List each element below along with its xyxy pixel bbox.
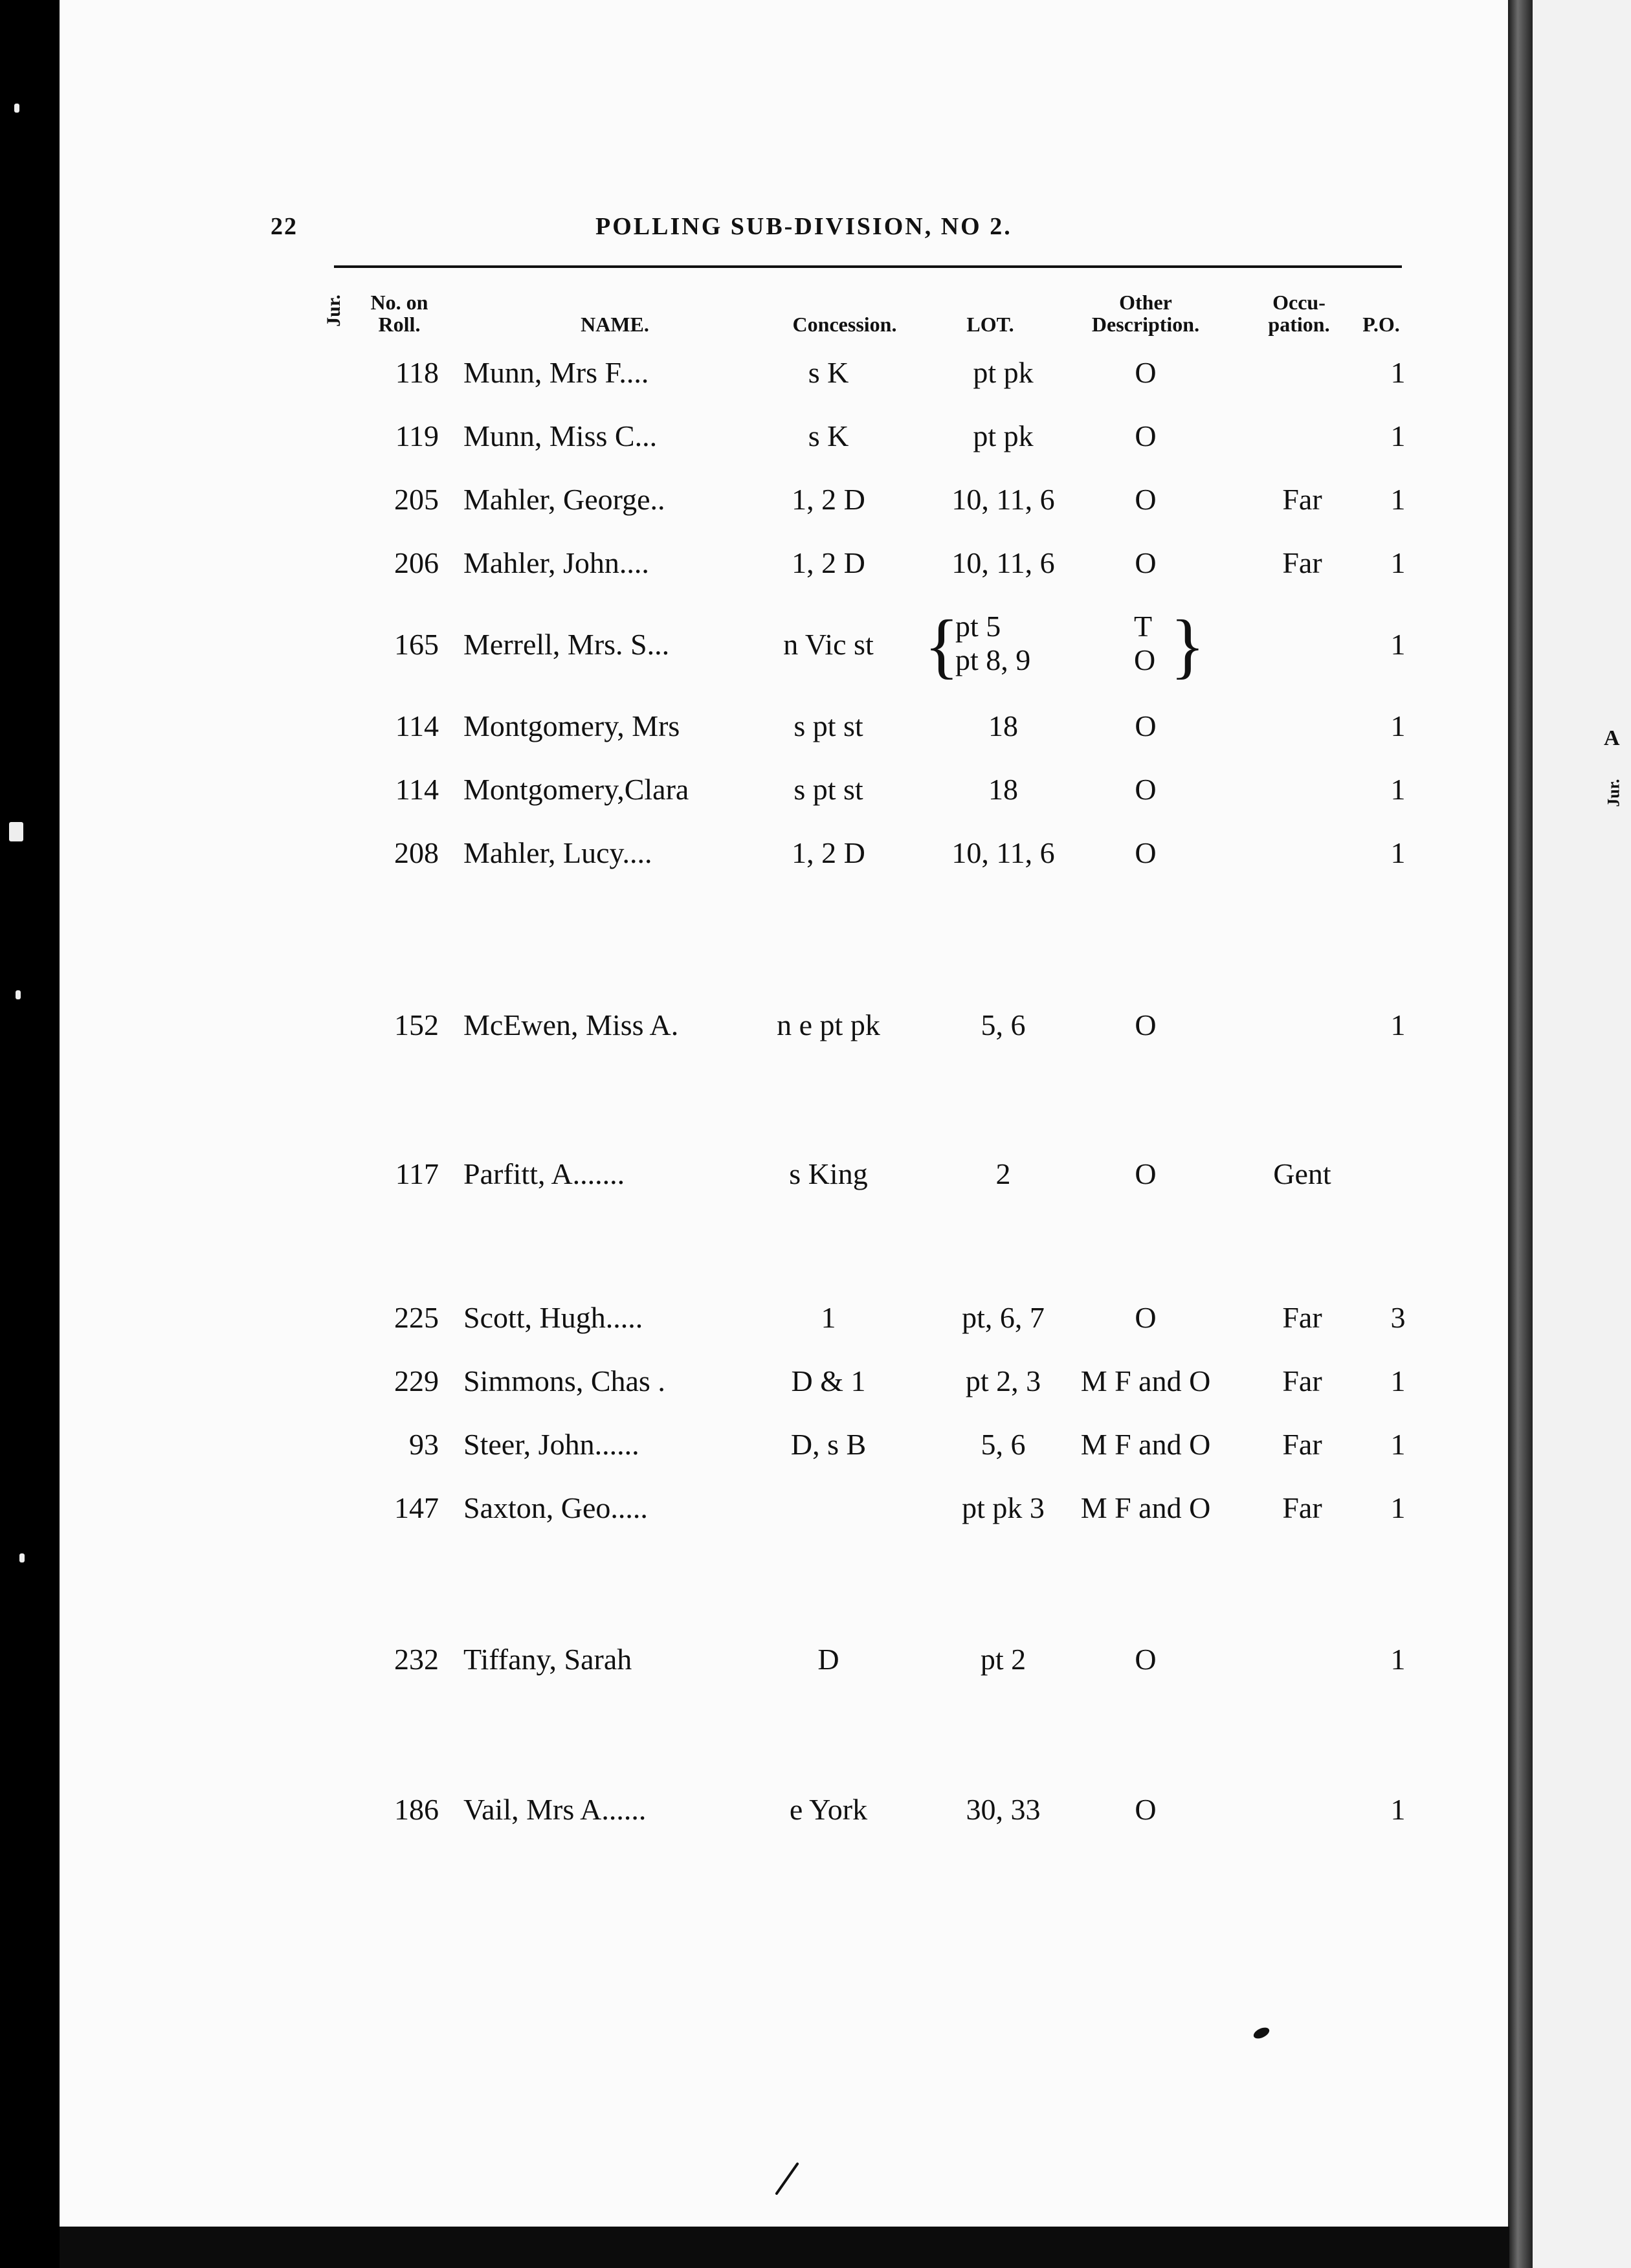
cell-roll-no: 152 [394, 1008, 439, 1041]
table-row [0, 708, 1450, 760]
cell-roll-no: 186 [394, 1793, 439, 1826]
cell-lot: 30, 33 [966, 1793, 1041, 1826]
cell-po: 1 [1390, 419, 1406, 452]
header-rule [334, 265, 1402, 268]
cell-name: Munn, Mrs F.... [463, 356, 649, 389]
cell-po: 1 [1390, 1008, 1406, 1041]
cell-roll-no: 119 [395, 419, 439, 452]
table-row [0, 835, 1450, 887]
cell-other-description: O [1135, 773, 1157, 806]
adjacent-page-jur: Jur. [1604, 779, 1623, 807]
cell-other-description: O [1135, 356, 1157, 389]
cell-po: 1 [1390, 356, 1406, 389]
cell-concession: 1, 2 D [792, 483, 865, 516]
page-title: POLLING SUB-DIVISION, NO 2. [595, 213, 1012, 240]
cell-concession: D & 1 [791, 1364, 866, 1397]
cell-name: Montgomery,Clara [463, 773, 689, 806]
cell-lot: pt pk [973, 419, 1034, 452]
scan-speck [19, 1553, 25, 1562]
table-row [0, 1641, 1450, 1693]
cell-occupation: Far [1282, 1428, 1322, 1461]
table-row [0, 1363, 1450, 1415]
cell-po: 1 [1390, 836, 1406, 869]
cell-po: 1 [1390, 1793, 1406, 1826]
cell-roll-no: 114 [395, 773, 439, 806]
cell-lot: pt 2, 3 [965, 1364, 1041, 1397]
cell-name: Mahler, John.... [463, 546, 649, 579]
cell-roll-no: 165 [394, 628, 439, 661]
cell-po: 1 [1390, 709, 1406, 742]
cell-name: McEwen, Miss A. [463, 1008, 679, 1041]
cell-lot: pt 2 [980, 1643, 1026, 1676]
cell-po: 1 [1390, 1491, 1406, 1524]
cell-other-description: O [1135, 1793, 1157, 1826]
cell-occupation: Far [1282, 546, 1322, 579]
table-row [0, 606, 1450, 698]
adjacent-page-letter: A [1604, 726, 1620, 750]
cell-other-description: O [1135, 1157, 1157, 1190]
cell-occupation: Far [1282, 1301, 1322, 1334]
scan-speck [14, 104, 19, 113]
col-header-occupation-line1: Occu- [1272, 291, 1326, 314]
col-header-name: NAME. [581, 313, 649, 336]
cell-other-description: O [1135, 709, 1157, 742]
table-row [0, 418, 1450, 470]
cell-po: 1 [1390, 1643, 1406, 1676]
cell-concession: n Vic st [783, 628, 874, 661]
cell-other-description: O [1135, 419, 1157, 452]
cell-name: Montgomery, Mrs [463, 709, 680, 742]
col-header-lot: LOT. [966, 313, 1014, 336]
cell-name: Simmons, Chas . [463, 1364, 665, 1397]
cell-occupation: Gent [1273, 1157, 1331, 1190]
cell-concession: e York [789, 1793, 868, 1826]
cell-concession: 1, 2 D [792, 836, 865, 869]
cell-po: 1 [1390, 773, 1406, 806]
col-header-other-line1: Other [1119, 291, 1172, 314]
cell-other-description: O [1135, 546, 1157, 579]
cell-other-line: O [1134, 643, 1156, 676]
cell-concession: s King [789, 1157, 868, 1190]
cell-roll-no: 232 [394, 1643, 439, 1676]
cell-name: Mahler, Lucy.... [463, 836, 652, 869]
cell-other-description: M F and O [1080, 1364, 1211, 1397]
cell-po: 1 [1390, 1428, 1406, 1461]
cell-roll-no: 147 [394, 1491, 439, 1524]
cell-other-description: O [1135, 483, 1157, 516]
col-header-no-on-roll-line1: No. on [370, 291, 428, 314]
cell-name: Saxton, Geo..... [463, 1491, 648, 1524]
cell-other-description: O [1135, 836, 1157, 869]
cell-concession: s pt st [793, 709, 863, 742]
cell-po: 3 [1390, 1301, 1406, 1334]
cell-lot: 18 [988, 709, 1018, 742]
cell-concession: 1, 2 D [792, 546, 865, 579]
cell-concession: s K [808, 356, 849, 389]
col-header-occupation [1250, 291, 1348, 335]
col-header-jur: Jur. [323, 295, 344, 327]
cell-occupation: Far [1282, 483, 1322, 516]
cell-concession: 1 [821, 1301, 836, 1334]
cell-roll-no: 93 [409, 1428, 439, 1461]
cell-po: 1 [1390, 483, 1406, 516]
cell-lot: 18 [988, 773, 1018, 806]
cell-name: Mahler, George.. [463, 483, 665, 516]
cell-lot: pt pk 3 [962, 1491, 1045, 1524]
cell-other-description: M F and O [1080, 1428, 1211, 1461]
cell-occupation: Far [1282, 1364, 1322, 1397]
cell-roll-no: 229 [394, 1364, 439, 1397]
cell-concession: s pt st [793, 773, 863, 806]
cell-other-description: O [1135, 1643, 1157, 1676]
table-row [0, 1007, 1450, 1059]
cell-lot: pt, 6, 7 [962, 1301, 1045, 1334]
cell-name: Steer, John...... [463, 1428, 639, 1461]
col-header-no-on-roll-line2: Roll. [378, 313, 421, 336]
other-brace-right: } [1170, 606, 1205, 686]
cell-roll-no: 114 [395, 709, 439, 742]
cell-lot: 2 [995, 1157, 1011, 1190]
cell-po: 1 [1390, 1364, 1406, 1397]
cell-concession: s K [808, 419, 849, 452]
cell-lot-line: pt 8, 9 [955, 643, 1031, 676]
cell-roll-no: 206 [394, 546, 439, 579]
col-header-po: P.O. [1362, 313, 1400, 336]
table-row [0, 1427, 1450, 1478]
col-header-concession: Concession. [792, 313, 897, 336]
table-row [0, 355, 1450, 406]
table-row [0, 482, 1450, 533]
cell-po: 1 [1390, 546, 1406, 579]
table-row [0, 772, 1450, 823]
cell-lot: 10, 11, 6 [951, 546, 1055, 579]
cell-lot: 5, 6 [981, 1428, 1026, 1461]
col-header-occupation-line2: pation. [1268, 313, 1330, 336]
cell-name: Scott, Hugh..... [463, 1301, 643, 1334]
cell-roll-no: 225 [394, 1301, 439, 1334]
cell-other-line: T [1134, 610, 1153, 643]
cell-name: Parfitt, A....... [463, 1157, 625, 1190]
cell-occupation: Far [1282, 1491, 1322, 1524]
cell-lot: pt pk [973, 356, 1034, 389]
cell-other-description: O [1135, 1301, 1157, 1334]
page-binding-edge [1508, 0, 1533, 2268]
col-header-no-on-roll [357, 291, 441, 335]
table-row [0, 545, 1450, 597]
table-row [0, 1792, 1450, 1843]
cell-other-description: O [1135, 1008, 1157, 1041]
cell-lot: 10, 11, 6 [951, 483, 1055, 516]
cell-other-stack [1134, 610, 1155, 677]
cell-lot-line: pt 5 [955, 610, 1001, 643]
cell-roll-no: 117 [395, 1157, 439, 1190]
table-row [0, 1490, 1450, 1542]
cell-concession: n e pt pk [777, 1008, 880, 1041]
scan-speck [16, 990, 21, 999]
cell-concession: D [817, 1643, 839, 1676]
lot-brace-left: { [924, 606, 959, 686]
adjacent-page-strip [1533, 0, 1631, 2268]
cell-name: Merrell, Mrs. S... [463, 628, 670, 661]
cell-roll-no: 205 [394, 483, 439, 516]
cell-roll-no: 118 [395, 356, 439, 389]
cell-lot: 5, 6 [981, 1008, 1026, 1041]
table-row [0, 1300, 1450, 1351]
cell-name: Tiffany, Sarah [463, 1643, 632, 1676]
cell-concession: D, s B [790, 1428, 867, 1461]
col-header-other-line2: Description. [1091, 313, 1200, 336]
cell-po: 1 [1390, 628, 1406, 661]
cell-lot-stack [955, 610, 1030, 677]
cell-lot: 10, 11, 6 [951, 836, 1055, 869]
cell-other-description: M F and O [1080, 1491, 1211, 1524]
scan-bottom-border [60, 2227, 1509, 2268]
col-header-other-description [1068, 291, 1223, 335]
page-number: 22 [271, 213, 298, 240]
cell-roll-no: 208 [394, 836, 439, 869]
cell-name: Munn, Miss C... [463, 419, 658, 452]
cell-name: Vail, Mrs A...... [463, 1793, 647, 1826]
table-row [0, 1156, 1450, 1208]
